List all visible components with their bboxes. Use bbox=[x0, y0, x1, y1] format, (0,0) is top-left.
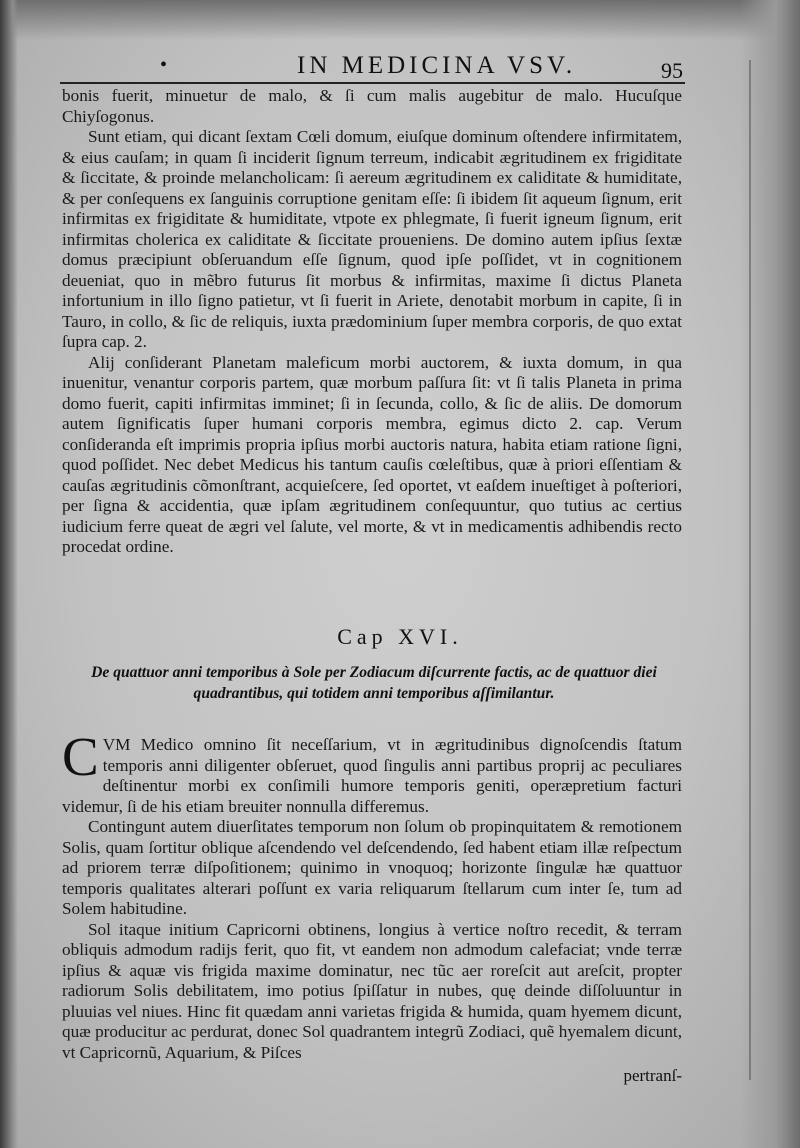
header-ornament-dot: • bbox=[160, 54, 168, 76]
chapter-heading: Cap XVI. bbox=[337, 624, 463, 649]
margin-rule bbox=[749, 60, 751, 1080]
catchword: pertranſ- bbox=[623, 1066, 682, 1085]
running-head: IN MEDICINA VSV. bbox=[297, 52, 577, 79]
chapter-summary: De quattuor anni temporibus à Sole per Zodiacum diſcurrente factis, ac de quattuor diei quadrantibus, qui totidem anni temporibus aſſimilantur. bbox=[91, 664, 657, 702]
paragraph: Alij conſiderant Planetam maleficum morbi auctorem, & iuxta domum, in qua inuenitur, venantur corporis partem, quæ morbum paſſura ſit: vt ſi talis Planeta in prima domo fuerit, capiti infirmitas imminet; ſi in ſecunda, collo, & ſic de aliis. De domorum autem ſignificatis ſuper humani corporis membra, egimus dicto 2. cap. Verum conſideranda eſt imprimis propria ipſius morbi auctoris natura, habita etiam ratione ſigni, quod poſſidet. Nec debet Medicus his tantum cauſis cœleſtibus, quæ à priori eſſentiam & cauſas ægritudinis cõmonſtrant, acquieſcere, ſed oportet, vt eaſdem inueſtiget à poſteriori, per ſigna & accidentia, quæ ipſam ægritudinem conſequuntur, quo tutius ac certius iudicium ferre queat de ægri vel ſalute, vel morte, & vt in medicamentis adhibendis recto procedat ordine. bbox=[62, 352, 682, 556]
page-shadow-left bbox=[0, 0, 18, 1148]
paragraph: Sunt etiam, qui dicant ſextam Cœli domum, eiuſque dominum oſtendere infirmitatem, & eius cauſam; in quam ſi inciderit ſignum terreum, indicabit ægritudinem ex frigiditate & ſiccitate, & proinde melancholicam: ſi aereum ægritudinem ex caliditate & humiditate, & per conſequens ex ſanguinis corruptione genitam eſſe: ſi ibidem ſit aqueum ſignum, erit infirmitas ex frigiditate & humiditate, vtpote ex phlegmate, ſi fuerit igneum ſignum, erit infirmitas cholerica ex caliditate & ſiccitate proueniens. De domino autem ipſius ſextæ domus præcipiunt obſeruandum eſſe ſignum, quod ipſe poſſidet, vt in cognitionem deueniat, quo in mẽbro futurus ſit morbus & infirmitas, maxime ſi dictus Planeta infortunium in illo ſigno patietur, vt ſi fuerit in Ariete, denotabit morbum in capite, ſi in Tauro, in collo, & ſic de reliquis, iuxta prædominium ſuper membra corporis, de quo extat ſupra cap. 2. bbox=[62, 127, 682, 351]
page-number: 95 bbox=[661, 58, 683, 83]
paragraph: Contingunt autem diuerſitates temporum non ſolum ob propinquitatem & remotionem Solis, quam ſortitur oblique aſcendendo vel deſcendendo, ſed habent etiam illæ reſpectum ad priorem terræ diſpoſitionem; quinimo in vnoquoq; horizonte ſingulæ hæ quattuor temporis qualitates alterari poſſunt ex varia reliquarum ſtellarum cum inter ſe, tum ad Solem habitudine. bbox=[62, 817, 682, 918]
drop-cap: C bbox=[62, 726, 99, 787]
paragraph: bonis fuerit, minuetur de malo, & ſi cum malis augebitur de malo. Hucuſque Chiyſogonus. bbox=[62, 86, 682, 126]
paragraph-text: VM Medico omnino ſit neceſſarium, vt in ægritudinibus dignoſcendis ſtatum temporis anni diligenter obſeruet, quod ſingulis anni partibus proprij ac peculiares deſtinentur morbi ex conſimili humore temporis geniti, operæpretium facturi videmur, ſi de his etiam breuiter nonnulla differemus. bbox=[62, 735, 682, 816]
page-header bbox=[60, 54, 685, 84]
paragraph: Sol itaque initium Capricorni obtinens, longius à vertice noſtro recedit, & terram obliquis admodum radijs ferit, quo fit, vt eandem non admodum calefaciat; vnde terræ ipſius & aquæ vis frigida maxime dominatur, nec tũc aer roreſcit aut areſcit, propter radiorum Solis debilitatem, imo potius ſpiſſatur in nubes, quę deinde diſſoluuntur in pluuias vel niues. Hinc fit quædam anni varietas frigida & humida, quam hyemem dicunt, quæ producitur ac perdurat, donec Sol quadrantem integrũ Zodiaci, quẽ hyemalem dicunt, vt Capricornũ, Aquarium, & Piſces bbox=[62, 919, 682, 1062]
text-block-after-chapter bbox=[62, 726, 682, 1063]
paragraph bbox=[62, 726, 682, 817]
text-block-before-chapter bbox=[62, 86, 682, 558]
page-shadow-top bbox=[0, 0, 800, 40]
